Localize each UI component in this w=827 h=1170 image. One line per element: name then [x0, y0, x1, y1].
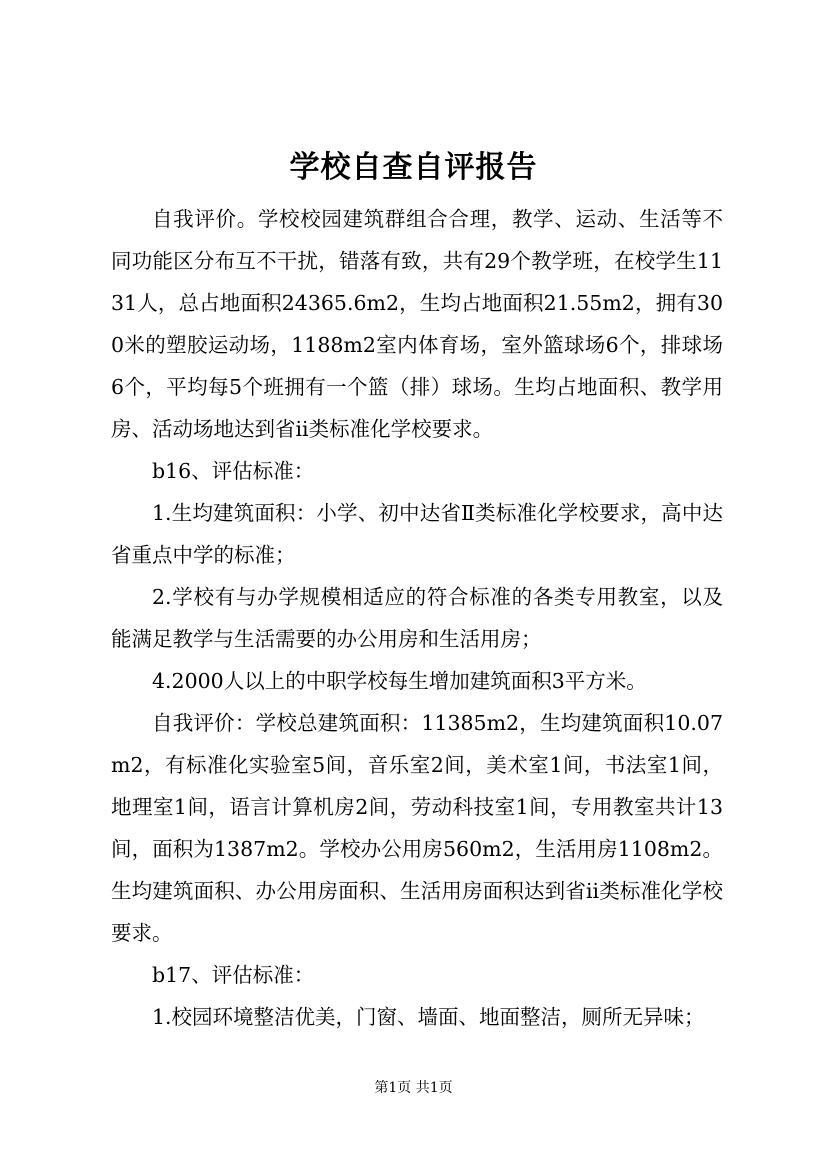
paragraph-b16-item-1: 1.生均建筑面积：小学、初中达省Ⅱ类标准化学校要求，高中达省重点中学的标准； — [111, 501, 723, 567]
paragraph-self-evaluation-2: 自我评价：学校总建筑面积：11385m2，生均建筑面积10.07m2，有标准化实验室5间，音乐室2间，美术室1间，书法室1间，地理室1间，语言计算机房2间，劳动科技室1间，专用教室共计13间，面积为1387m2。学校办公用房560m2，生活用房1108m2。生均建筑面积、办公用房面积、生活用房面积达到省ii类标准化学校要求。 — [111, 711, 723, 945]
document-body — [111, 198, 723, 1038]
page-footer: 第1页 共1页 — [374, 1080, 453, 1096]
paragraph-self-evaluation-1: 自我评价。学校校园建筑群组合合理，教学、运动、生活等不同功能区分布互不干扰，错落有致，共有29个教学班，在校学生1131人，总占地面积24365.6m2，生均占地面积21.55m2，拥有300米的塑胶运动场，1188m2室内体育场，室外篮球场6个，排球场6个，平均每5个班拥有一个篮（排）球场。生均占地面积、教学用房、活动场地达到省ii类标准化学校要求。 — [111, 207, 723, 441]
paragraph-b17-heading: b17、评估标准： — [152, 963, 315, 987]
document-title: 学校自查自评报告 — [289, 150, 538, 185]
paragraph-b16-item-2: 2.学校有与办学规模相适应的符合标准的各类专用教室，以及能满足教学与生活需要的办公用房和生活用房； — [111, 585, 723, 651]
paragraph-b16-heading: b16、评估标准： — [152, 459, 315, 483]
paragraph-b17-item-1: 1.校园环境整洁优美，门窗、墙面、地面整洁，厕所无异味； — [152, 1005, 705, 1029]
paragraph-b16-item-4: 4.2000人以上的中职学校每生增加建筑面积3平方米。 — [152, 669, 647, 693]
